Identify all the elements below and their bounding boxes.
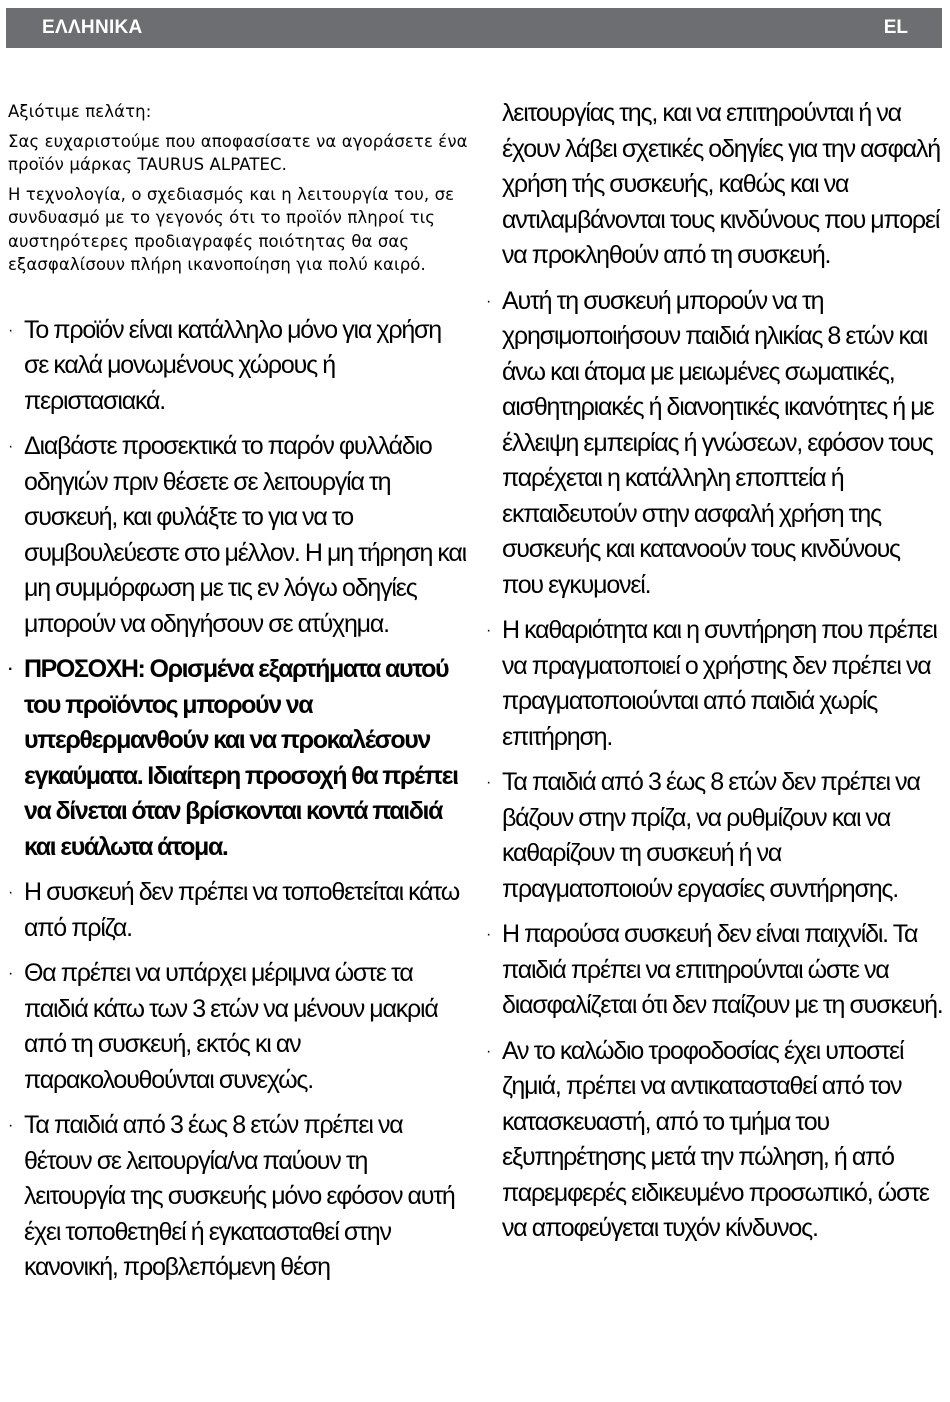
warning-text: Διαβάστε προσεκτικά το παρόν φυλλάδιο οδηγιών πριν θέσετε σε λειτουργία τη συσκευή, και φυλάξτε το για να το συμβουλεύεστε στο μέλλον. Η μη τήρηση και μη συμμόρφωση με τις εν λόγω οδηγίες μπορούν να οδηγήσουν σε ατύχημα.	[24, 432, 467, 638]
intro-greeting: Αξιότιμε πελάτη:	[8, 102, 152, 121]
bullet-icon: ·	[8, 321, 13, 339]
left-warning-list	[8, 313, 470, 1286]
warning-item	[486, 1034, 944, 1247]
warning-text: Αυτή τη συσκευή μπορούν να τη χρησιμοποιήσουν παιδιά ηλικίας 8 ετών και άνω και άτομα με μειωμένες σωματικές, αισθητηριακές ή διανοητικές ικανότητες ή με έλλειψη εμπειρίας ή γνώσεων, εφόσον τους παρέχεται η κατάλληλη εποπτεία ή εκπαιδευτούν στην ασφαλή χρήση της συσκευής και κατανοούν τους κινδύνους που εγκυμονεί.	[502, 286, 934, 599]
bullet-icon: ·	[486, 926, 491, 943]
intro-quality: Η τεχνολογία, ο σχεδιασμός και η λειτουργία του, σε συνδυασμό με το γεγονός ότι το προϊόν πληροί τις αυστηρότερες προδιαγραφές ποιότητας θα σας εξασφαλίσουν πλήρη ικανοποίηση για πολύ καιρό.	[8, 184, 455, 274]
warning-item	[8, 875, 470, 946]
bullet-icon: ·	[8, 965, 13, 982]
bullet-icon: ·	[486, 292, 491, 310]
warning-item	[8, 652, 470, 865]
warning-item	[8, 313, 470, 420]
warning-text: Τα παιδιά από 3 έως 8 ετών δεν πρέπει να βάζουν στην πρίζα, να ρυθμίζουν και να καθαρίζουν τη συσκευή ή να πραγματοποιούν εργασίες συντήρησης.	[502, 768, 920, 903]
warning-item	[8, 429, 470, 642]
language-code: EL	[883, 17, 908, 38]
warning-item	[486, 917, 944, 1024]
left-column	[8, 100, 470, 1296]
bullet-icon: ·	[8, 1117, 13, 1134]
bullet-icon: ·	[486, 774, 491, 791]
warning-text: Το προϊόν είναι κατάλληλο μόνο για χρήση σε καλά μονωμένους χώρους ή περιστασιακά.	[24, 315, 441, 415]
warning-text: Η συσκευή δεν πρέπει να τοποθετείται κάτω από πρίζα.	[24, 878, 460, 942]
continued-paragraph: λειτουργίας της, και να επιτηρούνται ή να έχουν λάβει σχετικές οδηγίες για την ασφαλή χρήση τής συσκευής, καθώς και να αντιλαμβάνονται τους κινδύνους που μπορεί να προκληθούν από τη συσκευή.	[502, 99, 940, 269]
warning-item	[486, 613, 944, 755]
bullet-icon: ·	[8, 884, 13, 901]
warning-text: Τα παιδιά από 3 έως 8 ετών πρέπει να θέτουν σε λειτουργία/να παύουν τη λειτουργία της συσκευής μόνο εφόσον αυτή έχει τοποθετηθεί ή εγκατασταθεί στην κανονική, προβλεπόμενη θέση	[24, 1111, 455, 1281]
warning-text: Θα πρέπει να υπάρχει μέριμνα ώστε τα παιδιά κάτω των 3 ετών να μένουν μακριά από τη συσκευή, εκτός κι αν παρακολουθούνται συνεχώς.	[24, 959, 438, 1094]
warning-item	[486, 765, 944, 907]
warning-text: ΠΡΟΣΟΧΗ: Ορισμένα εξαρτήματα αυτού του προϊόντος μπορούν να υπερθερμανθούν και να προκαλέσουν εγκαύματα. Ιδιαίτερη προσοχή θα πρέπει να δίνεται όταν βρίσκονται κοντά παιδιά και ευάλωτα άτομα.	[24, 655, 458, 861]
bullet-icon: ·	[486, 622, 491, 639]
right-warning-list	[486, 284, 944, 1247]
warning-item	[8, 956, 470, 1098]
warning-item	[8, 1108, 470, 1286]
bullet-icon: ·	[8, 438, 13, 455]
language-title: ΕΛΛΗΝΙΚΑ	[42, 17, 143, 38]
bullet-icon: ·	[8, 661, 12, 678]
bullet-icon: ·	[486, 1042, 491, 1060]
warning-text: Η καθαριότητα και η συντήρηση που πρέπει να πραγματοποιεί ο χρήστης δεν πρέπει να πραγματοποιούνται από παιδιά χωρίς επιτήρηση.	[502, 616, 937, 751]
warning-item	[486, 284, 944, 604]
warning-text: Αν το καλώδιο τροφοδοσίας έχει υποστεί ζημιά, πρέπει να αντικατασταθεί από τον κατασκευαστή, από το τμήμα του εξυπηρέτησης μετά την πώληση, ή από παρεμφερές ειδικευμένο προσωπικό, ώστε να αποφεύγεται τυχόν κίνδυνος.	[502, 1036, 929, 1242]
intro-section	[8, 100, 470, 277]
page-header-bar	[6, 8, 942, 48]
intro-thanks: Σας ευχαριστούμε που αποφασίσατε να αγοράσετε ένα προϊόν μάρκας TAURUS ALPATEC.	[8, 131, 468, 174]
warning-text: Η παρούσα συσκευή δεν είναι παιχνίδι. Τα παιδιά πρέπει να επιτηρούνται ώστε να διασφαλίζεται ότι δεν παίζουν με τη συσκευή.	[502, 920, 943, 1019]
right-column	[486, 96, 944, 1257]
